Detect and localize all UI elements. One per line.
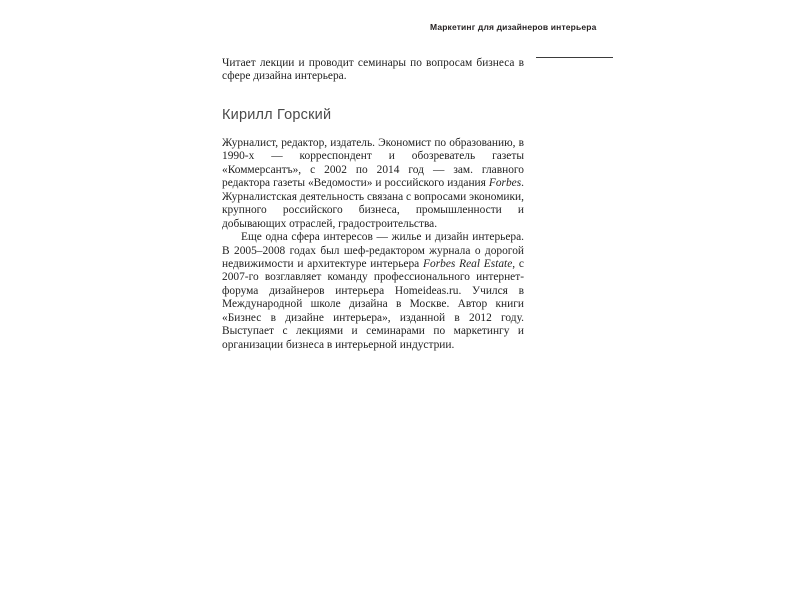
biography-paragraph-2 bbox=[222, 231, 524, 352]
paragraph-1-text-part-1: Журналист, редактор, издатель. Экономист по образованию, в 1990-х — корреспондент и обозреватель газеты «Коммерсантъ», с 2002 по 2014 год — зам. главного редактора газеты «Ведомости» и российского издания bbox=[222, 136, 524, 190]
biography-paragraph-1 bbox=[222, 137, 524, 231]
running-head: Маркетинг для дизайнеров интерьера bbox=[430, 22, 597, 32]
section-title: Кирилл Горский bbox=[222, 106, 332, 123]
post-title-spacer bbox=[222, 123, 524, 137]
text-column bbox=[222, 57, 524, 352]
paragraph-2-italic-forbes-real-estate: Forbes Real Estate bbox=[423, 257, 513, 270]
paragraph-2-text-part-2: , с 2007-го возглавляет команду профессионального интернет-форума дизайнеров интерьера Homeideas.ru. Учился в Международной школе дизайна в Москве. Автор книги «Бизнес в дизайне интерьера», изданной в 2012 году. Выступает с лекциями и семинарами по маркетингу и организации бизнеса в интерьерной индустрии. bbox=[222, 257, 524, 351]
header-rule-divider bbox=[536, 57, 613, 58]
lead-paragraph: Читает лекции и проводит семинары по вопросам бизнеса в сфере дизайна интерьера. bbox=[222, 57, 524, 83]
title-spacer bbox=[222, 84, 524, 107]
paragraph-1-italic-forbes: Forbes bbox=[488, 177, 522, 190]
paragraph-2-text-part-1: Еще одна сфера интересов — жилье и дизайн интерьера. В 2005–2008 годах был шеф-редактором журнала о дорогой недвижимости и архитектуре интерьера bbox=[222, 231, 524, 270]
paragraph-1-text-part-2: . Журналистская деятельность связана с вопросами экономики, крупного российского бизнеса, промышленности и добывающих отраслей, градостроительства. bbox=[222, 177, 525, 230]
